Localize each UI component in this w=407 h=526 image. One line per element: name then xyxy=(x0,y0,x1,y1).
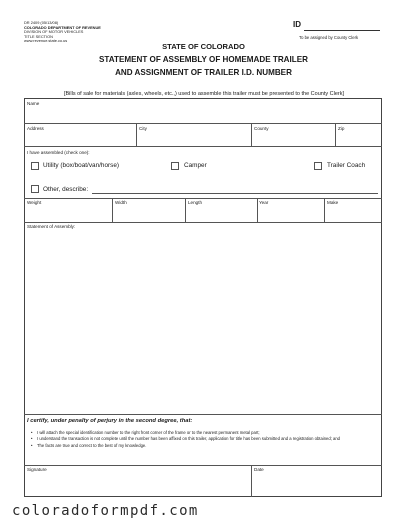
id-field[interactable] xyxy=(304,22,380,31)
statement-label: Statement of Assembly: xyxy=(27,224,76,229)
section-name: TITLE SECTION xyxy=(24,33,53,39)
weight-field[interactable] xyxy=(25,199,111,221)
form-title-line2: AND ASSIGNMENT OF TRAILER I.D. NUMBER xyxy=(115,68,292,77)
certify-heading: I certify, under penalty of perjury in the second degree, that: xyxy=(27,418,193,424)
address-label: Address xyxy=(27,126,44,131)
name-label: Name xyxy=(27,101,40,106)
divider xyxy=(24,414,382,415)
zip-label: Zip xyxy=(338,126,345,131)
camper-checkbox[interactable] xyxy=(171,162,179,170)
form-header-info xyxy=(24,21,101,44)
trailer-coach-label: Trailer Coach xyxy=(327,162,366,169)
make-field[interactable] xyxy=(325,199,381,221)
signature-label: Signature xyxy=(27,467,47,472)
length-field[interactable] xyxy=(186,199,256,221)
list-item: • I will attach the special identification number to the right front corner of the frame or to the nearest permanent metal part; xyxy=(31,430,260,435)
id-label: ID xyxy=(293,20,301,29)
date-label: Date xyxy=(254,467,264,472)
county-label: County xyxy=(254,126,269,131)
bullet-icon: • xyxy=(31,436,33,442)
bill-of-sale-notice: [Bills of sale for materials (axles, wheels, etc.,) used to assemble this trailer must be presented to the County Clerk] xyxy=(63,91,344,97)
website: www.revenue.state.co.us xyxy=(24,38,68,44)
trailer-coach-checkbox[interactable] xyxy=(314,162,322,170)
length-label: Length xyxy=(188,200,203,205)
width-field[interactable] xyxy=(113,199,184,221)
signature-field[interactable] xyxy=(25,466,250,496)
statement-field[interactable] xyxy=(25,223,381,413)
assembled-prompt: I have assembled (check one): xyxy=(27,150,90,155)
bullet-icon: • xyxy=(31,430,33,435)
certify-list xyxy=(31,430,371,449)
other-description-field[interactable] xyxy=(92,193,378,194)
id-note: To be assigned by County Clerk xyxy=(299,35,359,40)
address-field[interactable] xyxy=(25,124,135,145)
other-checkbox[interactable] xyxy=(31,185,39,193)
list-item: • I understand the transaction is not complete until the number has been affixed on this trailer, application for title has been submitted and a registration obtained; and xyxy=(31,436,341,442)
utility-checkbox[interactable] xyxy=(31,162,39,170)
camper-label: Camper xyxy=(184,162,207,169)
bullet-icon: • xyxy=(31,442,33,448)
site-watermark: coloradoformpdf.com xyxy=(12,503,199,519)
city-label: City xyxy=(139,126,147,131)
department-name: COLORADO DEPARTMENT OF REVENUE xyxy=(24,24,101,30)
name-field[interactable] xyxy=(25,101,381,123)
county-field[interactable] xyxy=(252,124,334,145)
date-field[interactable] xyxy=(252,466,381,496)
width-label: Width xyxy=(115,200,127,205)
other-label: Other, describe: xyxy=(43,186,89,193)
form-title-line1: STATEMENT OF ASSEMBLY OF HOMEMADE TRAILER xyxy=(99,55,308,64)
division-name: DIVISION OF MOTOR VEHICLES xyxy=(24,29,84,35)
year-label: Year xyxy=(259,200,269,205)
year-field[interactable] xyxy=(258,199,323,221)
list-item: • The facts are true and correct to the best of my knowledge. xyxy=(31,442,147,448)
make-label: Make xyxy=(327,200,339,205)
weight-label: Weight xyxy=(27,200,42,205)
form-number: DR 2409 (05/13/08) xyxy=(24,20,59,25)
utility-label: Utility (box/boat/van/horse) xyxy=(43,162,120,169)
divider xyxy=(24,146,382,147)
zip-field[interactable] xyxy=(336,124,381,145)
state-title: STATE OF COLORADO xyxy=(162,42,245,51)
city-field[interactable] xyxy=(137,124,250,145)
